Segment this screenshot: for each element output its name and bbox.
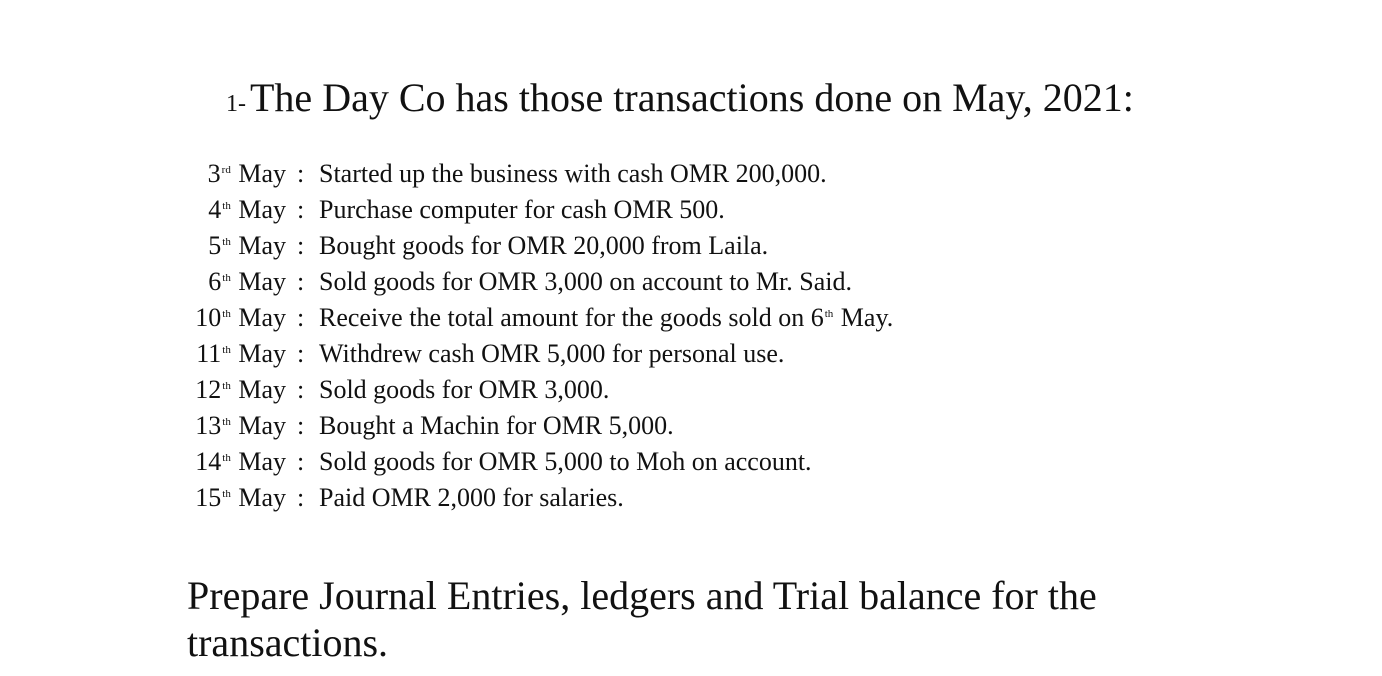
transaction-date: 6th May — [208, 267, 286, 296]
instruction-text: Prepare Journal Entries, ledgers and Trial balance for the transactions. — [187, 573, 1097, 665]
transaction-description: Receive the total amount for the goods sold on 6th May. — [319, 303, 894, 332]
question-number: 1- — [226, 91, 246, 117]
transaction-description: Sold goods for OMR 3,000. — [319, 375, 610, 404]
transaction-date: 5th May — [208, 231, 286, 260]
transaction-separator: : — [297, 159, 305, 188]
transaction-description: Paid OMR 2,000 for salaries. — [319, 483, 624, 512]
transaction-description: Bought goods for OMR 20,000 from Laila. — [319, 231, 769, 260]
transaction-separator: : — [297, 267, 305, 296]
transaction-separator: : — [297, 375, 305, 404]
transaction-separator: : — [297, 447, 305, 476]
transaction-row — [0, 264, 1382, 300]
question-heading — [226, 75, 1134, 120]
transaction-description: Purchase computer for cash OMR 500. — [319, 195, 725, 224]
transaction-list — [0, 156, 1382, 516]
transaction-row — [0, 480, 1382, 516]
transaction-separator: : — [297, 195, 305, 224]
transaction-row — [0, 300, 1382, 336]
transaction-row — [0, 444, 1382, 480]
transaction-description: Started up the business with cash OMR 200,000. — [319, 159, 827, 188]
transaction-separator: : — [297, 483, 305, 512]
transaction-date: 13th May — [195, 411, 286, 440]
transaction-description: Sold goods for OMR 3,000 on account to Mr. Said. — [319, 267, 852, 296]
transaction-row — [0, 336, 1382, 372]
transaction-row — [0, 228, 1382, 264]
transaction-description: Sold goods for OMR 5,000 to Moh on account. — [319, 447, 812, 476]
transaction-date: 12th May — [195, 375, 286, 404]
transaction-description: Bought a Machin for OMR 5,000. — [319, 411, 674, 440]
transaction-row — [0, 372, 1382, 408]
transaction-date: 3rd May — [207, 159, 286, 188]
transaction-date: 11th May — [196, 339, 286, 368]
transaction-date: 10th May — [195, 303, 286, 332]
transaction-separator: : — [297, 303, 305, 332]
transaction-date: 4th May — [208, 195, 286, 224]
question-title: The Day Co has those transactions done on May, 2021: — [250, 75, 1134, 120]
transaction-date: 15th May — [195, 483, 286, 512]
transaction-date: 14th May — [195, 447, 286, 476]
transaction-row — [0, 408, 1382, 444]
transaction-row — [0, 156, 1382, 192]
transaction-separator: : — [297, 231, 305, 260]
transaction-separator: : — [297, 339, 305, 368]
transaction-description: Withdrew cash OMR 5,000 for personal use. — [319, 339, 785, 368]
transaction-separator: : — [297, 411, 305, 440]
transaction-row — [0, 192, 1382, 228]
